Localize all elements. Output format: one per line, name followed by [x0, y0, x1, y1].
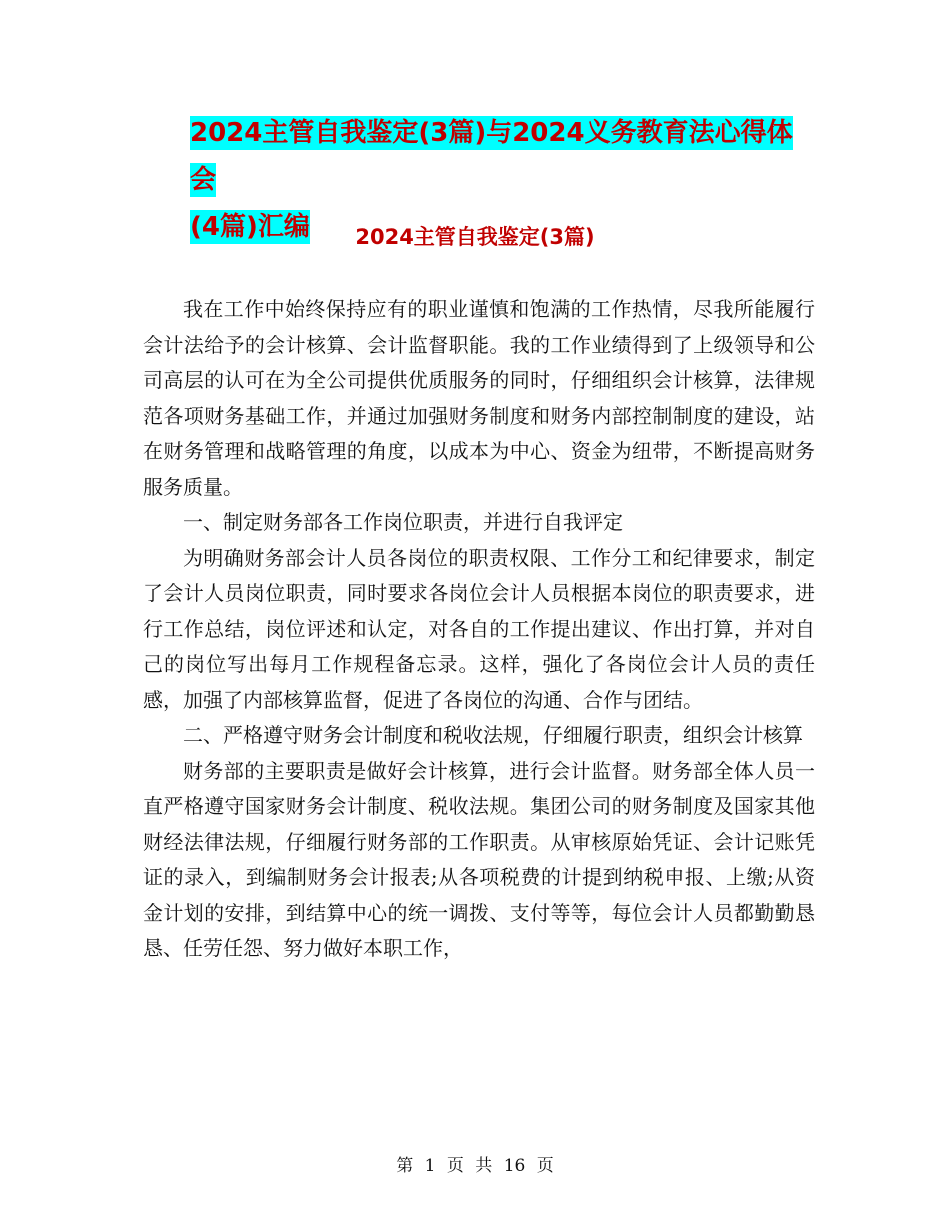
document-title-line-2: (4篇)汇编 [190, 212, 310, 242]
paragraph-heading-2: 二、严格遵守财务会计制度和税收法规，仔细履行职责，组织会计核算 [183, 723, 803, 747]
document-title-line-1: 2024主管自我鉴定(3篇)与2024义务教育法心得体会 [190, 118, 793, 195]
paragraph-intro: 我在工作中始终保持应有的职业谨慎和饱满的工作热情，尽我所能履行会计法给予的会计核算、会计监督职能。我的工作业绩得到了上级领导和公司高层的认可在为全公司提供优质服务的同时，仔细组织会计核算，法律规范各项财务基础工作，并通过加强财务制度和财务内部控制制度的建设，站在财务管理和战略管理的角度，以成本为中心、资金为纽带，不断提高财务服务质量。 [143, 297, 815, 499]
paragraph-accounting: 财务部的主要职责是做好会计核算，进行会计监督。财务部全体人员一直严格遵守国家财务会计制度、税收法规。集团公司的财务制度及国家其他财经法律法规，仔细履行财务部的工作职责。从审核原始凭证、会计记账凭证的录入，到编制财务会计报表;从各项税费的计提到纳税申报、上缴;从资金计划的安排，到结算中心的统一调拨、支付等等，每位会计人员都勤勤恳恳、任劳任怨、努力做好本职工作， [143, 758, 815, 960]
paragraph-responsibilities: 为明确财务部会计人员各岗位的职责权限、工作分工和纪律要求，制定了会计人员岗位职责，同时要求各岗位会计人员根据本岗位的职责要求，进行工作总结，岗位评述和认定，对各自的工作提出建议、作出打算，并对自己的岗位写出每月工作规程备忘录。这样，强化了各岗位会计人员的责任感，加强了内部核算监督，促进了各岗位的沟通、合作与团结。 [143, 545, 815, 712]
body-text [143, 292, 815, 967]
section-title: 2024主管自我鉴定(3篇) [355, 225, 595, 249]
page-footer: 第 1 页 共 16 页 [396, 1156, 554, 1176]
paragraph-heading-1: 一、制定财务部各工作岗位职责，并进行自我评定 [183, 510, 623, 534]
